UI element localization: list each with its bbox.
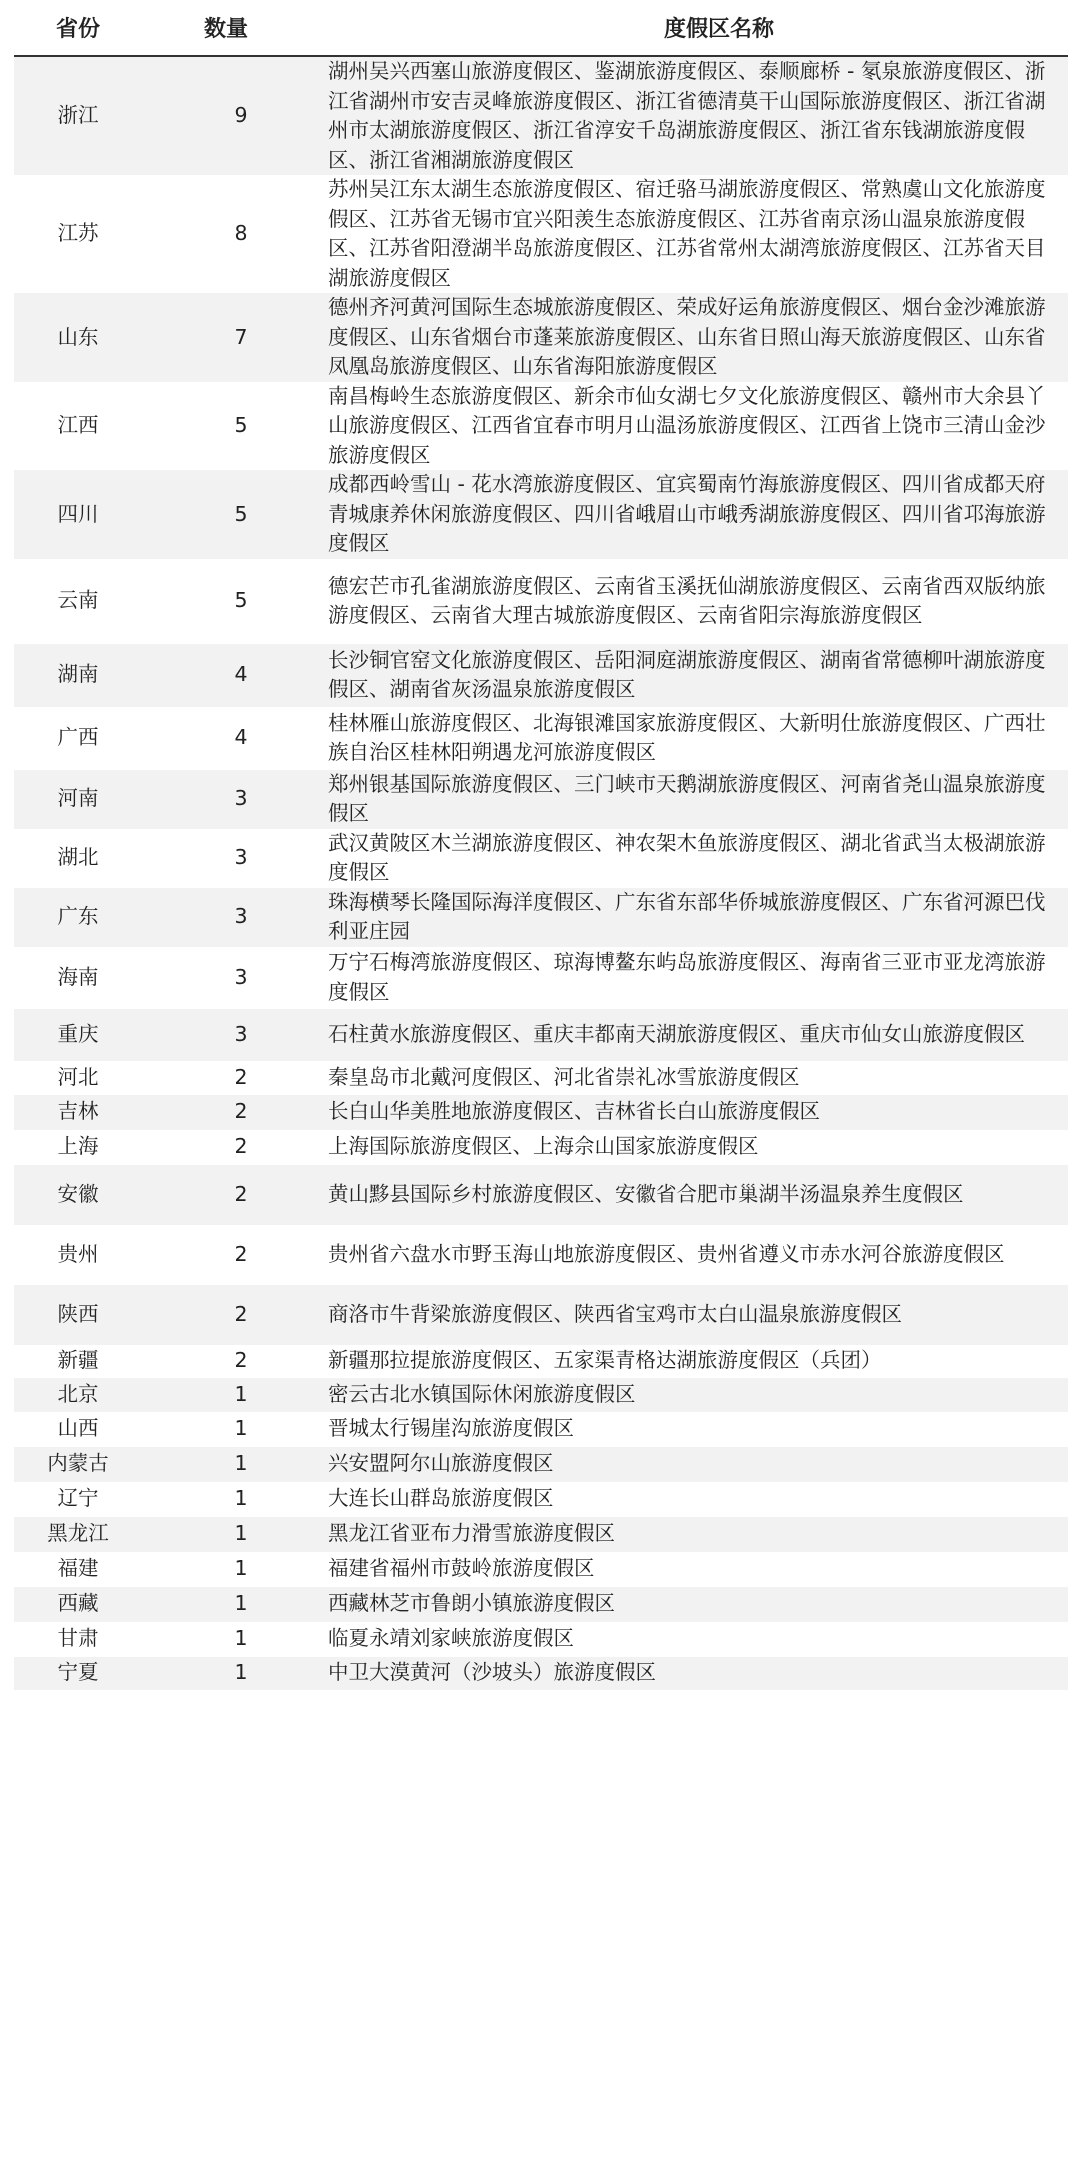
province-cell: 江苏 xyxy=(14,175,142,293)
province-cell: 西藏 xyxy=(14,1587,142,1622)
count-cell: 3 xyxy=(142,829,310,888)
province-cell: 内蒙古 xyxy=(14,1447,142,1482)
count-cell: 1 xyxy=(142,1587,310,1622)
count-cell: 1 xyxy=(142,1412,310,1447)
province-cell: 山东 xyxy=(14,293,142,382)
count-cell: 1 xyxy=(142,1517,310,1552)
province-cell: 北京 xyxy=(14,1378,142,1412)
count-cell: 2 xyxy=(142,1061,310,1095)
resort-names-cell: 万宁石梅湾旅游度假区、琼海博鳌东屿岛旅游度假区、海南省三亚市亚龙湾旅游度假区 xyxy=(310,947,1068,1009)
province-cell: 河南 xyxy=(14,770,142,829)
table-row xyxy=(14,888,1068,947)
resort-names-cell: 郑州银基国际旅游度假区、三门峡市天鹅湖旅游度假区、河南省尧山温泉旅游度假区 xyxy=(310,770,1068,829)
province-cell: 安徽 xyxy=(14,1165,142,1225)
table-row xyxy=(14,1165,1068,1225)
province-cell: 海南 xyxy=(14,947,142,1009)
table-row xyxy=(14,56,1068,175)
table-row xyxy=(14,1552,1068,1587)
province-cell: 甘肃 xyxy=(14,1622,142,1657)
province-cell: 河北 xyxy=(14,1061,142,1095)
resort-names-cell: 湖州吴兴西塞山旅游度假区、鉴湖旅游度假区、泰顺廊桥 - 氡泉旅游度假区、浙江省湖州市安吉灵峰旅游度假区、浙江省德清莫干山国际旅游度假区、浙江省湖州市太湖旅游度假区、浙江省淳安千岛湖旅游度假区、浙江省东钱湖旅游度假区、浙江省湘湖旅游度假区 xyxy=(310,56,1068,175)
header-names: 度假区名称 xyxy=(310,0,1068,56)
table-row xyxy=(14,1447,1068,1482)
table-row xyxy=(14,1345,1068,1378)
resort-names-cell: 中卫大漠黄河（沙坡头）旅游度假区 xyxy=(310,1657,1068,1690)
count-cell: 5 xyxy=(142,470,310,559)
header-count: 数量 xyxy=(142,0,310,56)
count-cell: 1 xyxy=(142,1552,310,1587)
province-cell: 重庆 xyxy=(14,1009,142,1061)
count-cell: 8 xyxy=(142,175,310,293)
resort-names-cell: 长沙铜官窑文化旅游度假区、岳阳洞庭湖旅游度假区、湖南省常德柳叶湖旅游度假区、湖南省灰汤温泉旅游度假区 xyxy=(310,644,1068,707)
table-row xyxy=(14,1130,1068,1165)
table-row xyxy=(14,1095,1068,1130)
resort-names-cell: 黄山黟县国际乡村旅游度假区、安徽省合肥市巢湖半汤温泉养生度假区 xyxy=(310,1165,1068,1225)
province-cell: 黑龙江 xyxy=(14,1517,142,1552)
resort-names-cell: 贵州省六盘水市野玉海山地旅游度假区、贵州省遵义市赤水河谷旅游度假区 xyxy=(310,1225,1068,1285)
province-cell: 江西 xyxy=(14,382,142,471)
resort-names-cell: 兴安盟阿尔山旅游度假区 xyxy=(310,1447,1068,1482)
table-row xyxy=(14,293,1068,382)
table-row xyxy=(14,1412,1068,1447)
count-cell: 3 xyxy=(142,1009,310,1061)
province-cell: 云南 xyxy=(14,559,142,644)
count-cell: 4 xyxy=(142,707,310,770)
province-cell: 福建 xyxy=(14,1552,142,1587)
province-cell: 宁夏 xyxy=(14,1657,142,1690)
header-row xyxy=(14,0,1068,56)
resort-names-cell: 新疆那拉提旅游度假区、五家渠青格达湖旅游度假区（兵团） xyxy=(310,1345,1068,1378)
resort-names-cell: 武汉黄陂区木兰湖旅游度假区、神农架木鱼旅游度假区、湖北省武当太极湖旅游度假区 xyxy=(310,829,1068,888)
resort-names-cell: 商洛市牛背梁旅游度假区、陕西省宝鸡市太白山温泉旅游度假区 xyxy=(310,1285,1068,1345)
table-row xyxy=(14,1285,1068,1345)
count-cell: 1 xyxy=(142,1447,310,1482)
table-row xyxy=(14,175,1068,293)
province-cell: 浙江 xyxy=(14,56,142,175)
count-cell: 2 xyxy=(142,1225,310,1285)
table-row xyxy=(14,1009,1068,1061)
count-cell: 9 xyxy=(142,56,310,175)
count-cell: 2 xyxy=(142,1345,310,1378)
table-body xyxy=(14,56,1068,1690)
resort-names-cell: 秦皇岛市北戴河度假区、河北省崇礼冰雪旅游度假区 xyxy=(310,1061,1068,1095)
resort-names-cell: 福建省福州市鼓岭旅游度假区 xyxy=(310,1552,1068,1587)
table-header xyxy=(14,0,1068,56)
count-cell: 7 xyxy=(142,293,310,382)
resort-names-cell: 临夏永靖刘家峡旅游度假区 xyxy=(310,1622,1068,1657)
count-cell: 5 xyxy=(142,382,310,471)
count-cell: 5 xyxy=(142,559,310,644)
resort-names-cell: 黑龙江省亚布力滑雪旅游度假区 xyxy=(310,1517,1068,1552)
province-cell: 贵州 xyxy=(14,1225,142,1285)
table-row xyxy=(14,1378,1068,1412)
province-cell: 湖南 xyxy=(14,644,142,707)
table-row xyxy=(14,1225,1068,1285)
resort-names-cell: 上海国际旅游度假区、上海佘山国家旅游度假区 xyxy=(310,1130,1068,1165)
count-cell: 1 xyxy=(142,1482,310,1517)
province-cell: 四川 xyxy=(14,470,142,559)
resort-names-cell: 珠海横琴长隆国际海洋度假区、广东省东部华侨城旅游度假区、广东省河源巴伐利亚庄园 xyxy=(310,888,1068,947)
count-cell: 2 xyxy=(142,1095,310,1130)
province-cell: 广西 xyxy=(14,707,142,770)
count-cell: 4 xyxy=(142,644,310,707)
count-cell: 3 xyxy=(142,888,310,947)
table-row xyxy=(14,1482,1068,1517)
resort-names-cell: 成都西岭雪山 - 花水湾旅游度假区、宜宾蜀南竹海旅游度假区、四川省成都天府青城康养休闲旅游度假区、四川省峨眉山市峨秀湖旅游度假区、四川省邛海旅游度假区 xyxy=(310,470,1068,559)
table-row xyxy=(14,1517,1068,1552)
count-cell: 3 xyxy=(142,770,310,829)
province-cell: 陕西 xyxy=(14,1285,142,1345)
count-cell: 1 xyxy=(142,1378,310,1412)
count-cell: 2 xyxy=(142,1285,310,1345)
resort-table xyxy=(14,0,1068,1690)
count-cell: 2 xyxy=(142,1130,310,1165)
count-cell: 1 xyxy=(142,1622,310,1657)
resort-names-cell: 苏州吴江东太湖生态旅游度假区、宿迁骆马湖旅游度假区、常熟虞山文化旅游度假区、江苏省无锡市宜兴阳羡生态旅游度假区、江苏省南京汤山温泉旅游度假区、江苏省阳澄湖半岛旅游度假区、江苏省常州太湖湾旅游度假区、江苏省天目湖旅游度假区 xyxy=(310,175,1068,293)
table-row xyxy=(14,1622,1068,1657)
province-cell: 辽宁 xyxy=(14,1482,142,1517)
resort-names-cell: 石柱黄水旅游度假区、重庆丰都南天湖旅游度假区、重庆市仙女山旅游度假区 xyxy=(310,1009,1068,1061)
count-cell: 3 xyxy=(142,947,310,1009)
province-cell: 广东 xyxy=(14,888,142,947)
table-row xyxy=(14,382,1068,471)
table-row xyxy=(14,1587,1068,1622)
province-cell: 湖北 xyxy=(14,829,142,888)
resort-names-cell: 密云古北水镇国际休闲旅游度假区 xyxy=(310,1378,1068,1412)
table-row xyxy=(14,707,1068,770)
table-row xyxy=(14,1061,1068,1095)
province-cell: 吉林 xyxy=(14,1095,142,1130)
count-cell: 2 xyxy=(142,1165,310,1225)
resort-names-cell: 德宏芒市孔雀湖旅游度假区、云南省玉溪抚仙湖旅游度假区、云南省西双版纳旅游度假区、云南省大理古城旅游度假区、云南省阳宗海旅游度假区 xyxy=(310,559,1068,644)
table-row xyxy=(14,947,1068,1009)
resort-names-cell: 西藏林芝市鲁朗小镇旅游度假区 xyxy=(310,1587,1068,1622)
table-row xyxy=(14,644,1068,707)
province-cell: 山西 xyxy=(14,1412,142,1447)
header-province: 省份 xyxy=(14,0,142,56)
table-row xyxy=(14,559,1068,644)
resort-names-cell: 德州齐河黄河国际生态城旅游度假区、荣成好运角旅游度假区、烟台金沙滩旅游度假区、山东省烟台市蓬莱旅游度假区、山东省日照山海天旅游度假区、山东省凤凰岛旅游度假区、山东省海阳旅游度假区 xyxy=(310,293,1068,382)
province-cell: 上海 xyxy=(14,1130,142,1165)
table-row xyxy=(14,829,1068,888)
table-row xyxy=(14,770,1068,829)
resort-names-cell: 南昌梅岭生态旅游度假区、新余市仙女湖七夕文化旅游度假区、赣州市大余县丫山旅游度假区、江西省宜春市明月山温汤旅游度假区、江西省上饶市三清山金沙旅游度假区 xyxy=(310,382,1068,471)
resort-names-cell: 桂林雁山旅游度假区、北海银滩国家旅游度假区、大新明仕旅游度假区、广西壮族自治区桂林阳朔遇龙河旅游度假区 xyxy=(310,707,1068,770)
resort-names-cell: 大连长山群岛旅游度假区 xyxy=(310,1482,1068,1517)
count-cell: 1 xyxy=(142,1657,310,1690)
table-row xyxy=(14,470,1068,559)
table-row xyxy=(14,1657,1068,1690)
resort-names-cell: 长白山华美胜地旅游度假区、吉林省长白山旅游度假区 xyxy=(310,1095,1068,1130)
province-cell: 新疆 xyxy=(14,1345,142,1378)
resort-names-cell: 晋城太行锡崖沟旅游度假区 xyxy=(310,1412,1068,1447)
